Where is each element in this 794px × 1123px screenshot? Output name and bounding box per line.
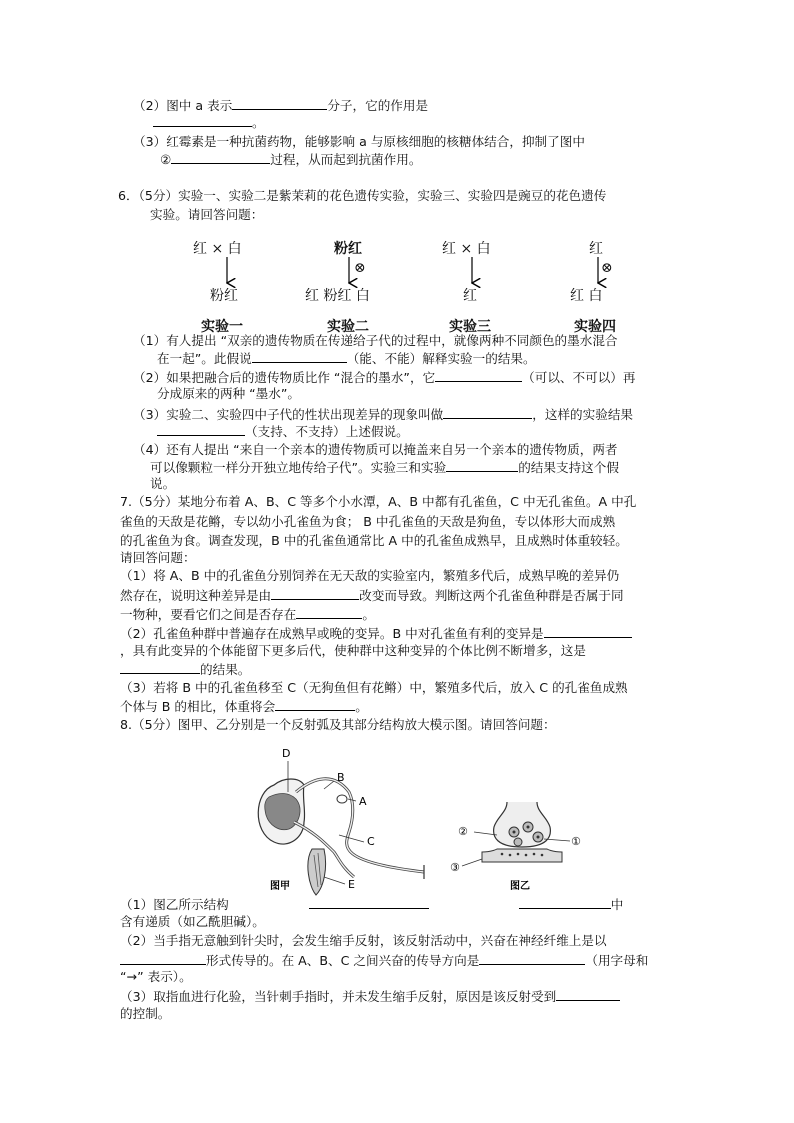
exp2-parent: 粉红 xyxy=(334,241,362,257)
exp3-offspring: 红 xyxy=(463,288,477,304)
exp1-parents: 红 × 白 xyxy=(193,241,242,257)
q8-part1-line1: （1）图乙所示结构 中 xyxy=(120,897,624,912)
q7-heading-line2: 雀鱼的天敌是花鳉，专以幼小孔雀鱼为食； B 中孔雀鱼的天敌是狗鱼，专以体形大而成熟 xyxy=(120,514,616,529)
q6-blank-4[interactable] xyxy=(157,423,245,436)
label-circle-2: ② xyxy=(458,825,468,838)
exp4-title: 实验四 xyxy=(574,319,616,335)
exp3-parents: 红 × 白 xyxy=(442,241,491,257)
q7-blank-3[interactable] xyxy=(544,625,632,638)
label-c-line xyxy=(339,835,364,842)
q6-part2-line1: （2）如果把融合后的遗传物质比作 “混合的墨水”，它 （可以、不可以）再 xyxy=(133,370,636,385)
label-e-line xyxy=(324,877,345,884)
q5-part3-line1: （3）红霉素是一种抗菌药物，能够影响 a 与原核细胞的核糖体结合，抑制了图中 xyxy=(133,134,585,149)
exp4-parent: 红 xyxy=(589,241,603,257)
q5-blank-a-function[interactable] xyxy=(153,114,252,127)
q6-heading-line2: 实验。请回答问题： xyxy=(150,207,264,222)
vesicle xyxy=(514,838,522,846)
label-circle-3: ③ xyxy=(450,861,460,874)
q7-blank-2[interactable] xyxy=(296,606,362,619)
label-e: E xyxy=(348,878,355,891)
exp1-title: 实验一 xyxy=(201,319,243,335)
q6-part2-line2: 分成原来的两种 “墨水”。 xyxy=(157,386,300,401)
q7-part3-line1: （3）若将 B 中的孔雀鱼移至 C（无狗鱼但有花鳉）中，繁殖多代后，放入 C 的孔雀鱼成熟 xyxy=(120,680,628,695)
q7-part1-line2: 然存在，说明这种差异是由 改变而导致。判断这两个孔雀鱼种群是否属于同 xyxy=(120,588,624,603)
q8-blank-2[interactable] xyxy=(519,896,611,909)
exp2-title: 实验二 xyxy=(327,319,369,335)
q5-part2-line1: （2）图中 a 表示 分子，它的作用是 xyxy=(133,98,429,113)
q6-blank-2[interactable] xyxy=(435,369,522,382)
figure-b-caption: 图乙 xyxy=(510,881,530,892)
figure-reflex-arc xyxy=(244,737,444,897)
exp2-selfing-symbol: ⊗ xyxy=(354,260,366,276)
q6-part4-line1: （4）还有人提出 “来自一个亲本的遗传物质可以掩盖来自另一个亲本的遗传物质，两者 xyxy=(133,442,618,457)
q6-part3-line2: （支持、不支持）上述假说。 xyxy=(157,423,409,440)
effector-muscle xyxy=(308,849,326,895)
q7-part1-line3: 一物种，要看它们之间是否存在 。 xyxy=(120,607,375,622)
postsynaptic-membrane xyxy=(482,849,562,862)
q6-part1-line1: （1）有人提出 “双亲的遗传物质在传递给子代的过程中，就像两种不同颜色的墨水混合 xyxy=(133,333,618,348)
label-a: A xyxy=(359,795,367,808)
q7-heading-line1: 7.（5分）某地分布着 A、B、C 等多个小水潭，A、B 中都有孔雀鱼，C 中无孔雀鱼。A 中孔 xyxy=(120,494,637,509)
q6-part3-line1: （3）实验二、实验四中子代的性状出现差异的现象叫做 ，这样的实验结果 xyxy=(133,407,634,422)
label-3-line xyxy=(462,859,482,866)
q8-heading: 8.（5分）图甲、乙分别是一个反射弧及其部分结构放大模示图。请回答问题： xyxy=(120,717,556,732)
q7-part2-line3: 的结果。 xyxy=(120,661,250,678)
label-b: B xyxy=(337,771,345,784)
q5-part3-line2: ② 过程，从而起到抗菌作用。 xyxy=(160,152,422,167)
q8-part2-line2: 形式传导的。在 A、B、C 之间兴奋的传导方向是 （用字母和 xyxy=(120,952,648,969)
figure-synapse xyxy=(452,797,592,897)
q5-blank-a-molecule[interactable] xyxy=(232,97,327,110)
q5-part2-line2: 。 xyxy=(153,114,265,131)
exp3-title: 实验三 xyxy=(449,319,491,335)
q6-blank-5[interactable] xyxy=(446,459,518,472)
q7-blank-4[interactable] xyxy=(120,661,200,674)
q8-part2-line3: “→” 表示）。 xyxy=(120,969,192,984)
q8-blank-3[interactable] xyxy=(120,952,206,965)
q7-part3-line2: 个体与 B 的相比，体重将会 。 xyxy=(120,699,368,714)
q7-part2-line2: ，具有此变异的个体能留下更多后代，使种群中这种变异的个体比例不断增多，这是 xyxy=(120,643,586,658)
q8-blank-5[interactable] xyxy=(556,988,620,1001)
q7-part1-line1: （1）将 A、B 中的孔雀鱼分别饲养在无天敌的实验室内，繁殖多代后，成熟早晚的差异仍 xyxy=(120,568,620,583)
q7-blank-5[interactable] xyxy=(275,698,355,711)
q7-blank-1[interactable] xyxy=(271,587,359,600)
figure-a-caption: 图甲 xyxy=(270,881,290,892)
q8-blank-4[interactable] xyxy=(479,952,585,965)
exp1-offspring: 粉红 xyxy=(210,288,238,304)
q6-blank-3[interactable] xyxy=(443,406,532,419)
q6-part1-line2: 在一起”。此假说 （能、不能）解释实验一的结果。 xyxy=(157,351,536,366)
label-1-line xyxy=(544,839,570,841)
q7-part2-line1: （2）孔雀鱼种群中普遍存在成熟早或晚的变异。B 中对孔雀鱼有利的变异是 xyxy=(120,625,632,642)
q6-heading-line1: 6．（5分）实验一、实验二是紫茉莉的花色遗传实验，实验三、实验四是豌豆的花色遗传 xyxy=(118,188,607,203)
q6-blank-1[interactable] xyxy=(252,350,347,363)
q8-part3-line1: （3）取指血进行化验，当针刺手指时，并未发生缩手反射，原因是该反射受到 xyxy=(120,988,620,1005)
q7-heading-line4: 请回答问题： xyxy=(120,550,196,565)
q8-part1-line2: 含有递质（如乙酰胆碱）。 xyxy=(120,914,265,929)
label-circle-1: ① xyxy=(571,835,581,848)
exp4-selfing-symbol: ⊗ xyxy=(601,260,613,276)
ganglion xyxy=(337,795,347,803)
label-d: D xyxy=(282,747,291,760)
q5-blank-process[interactable] xyxy=(171,151,270,164)
q7-heading-line3: 的孔雀鱼为食。调查发现，B 中的孔雀鱼通常比 A 中的孔雀鱼成熟早，且成熟时体重较轻。 xyxy=(120,533,628,548)
q8-blank-1[interactable] xyxy=(309,896,429,909)
label-b-line xyxy=(324,781,334,789)
q8-part3-line2: 的控制。 xyxy=(120,1006,171,1021)
q8-part2-line1: （2）当手指无意触到针尖时，会发生缩手反射，该反射活动中，兴奋在神经纤维上是以 xyxy=(120,933,607,948)
q6-part4-line2: 可以像颗粒一样分开独立地传给子代”。实验三和实验 的结果支持这个假 xyxy=(150,460,619,475)
exp4-offspring: 红 白 xyxy=(570,288,603,304)
label-c: C xyxy=(367,835,375,848)
exp2-offspring: 红 粉红 白 xyxy=(305,288,370,304)
q6-part4-line3: 说。 xyxy=(150,476,176,491)
